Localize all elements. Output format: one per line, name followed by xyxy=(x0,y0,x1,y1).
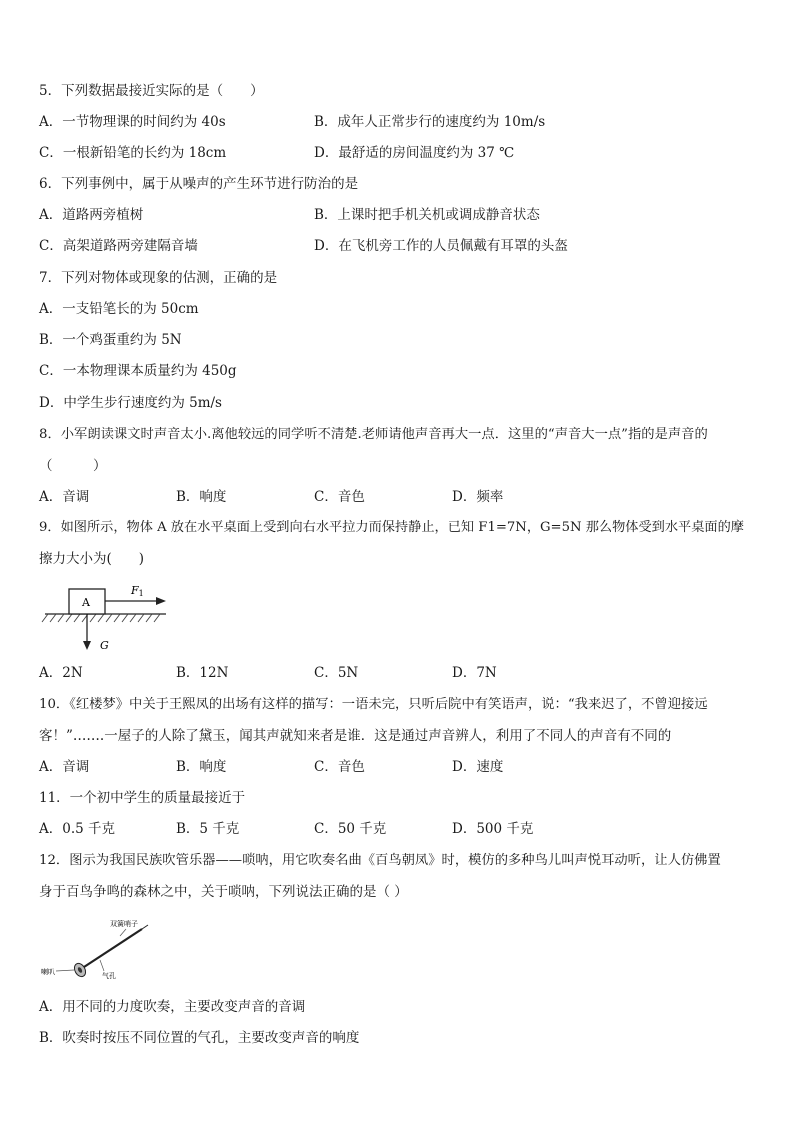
q12-option-b[interactable]: B．吹奏时按压不同位置的气孔，主要改变声音的响度 xyxy=(39,1030,360,1046)
q6-option-c[interactable]: C．高架道路两旁建隔音墙 xyxy=(39,238,198,254)
q10-stem-line1: 10．《红楼梦》中关于王熙凤的出场有这样的描写：一语未完，只听后院中有笑语声，说：“我来迟了，不曾迎接远 xyxy=(39,697,708,712)
q12-stem-line1: 12．图示为我国民族吹管乐器——唢呐，用它吹奏名曲《百鸟朝凤》时，模仿的多种鸟儿叫声悦耳动听，让人仿佛置 xyxy=(39,853,721,868)
q7-option-a[interactable]: A．一支铅笔长的为 50cm xyxy=(39,301,199,317)
q8-option-d[interactable]: D．频率 xyxy=(452,489,504,505)
suona-figure xyxy=(38,915,160,983)
q8-option-b[interactable]: B．响度 xyxy=(176,489,227,505)
q7-stem: 7．下列对物体或现象的估测，正确的是 xyxy=(39,270,278,286)
force-f1-label: F1 xyxy=(131,584,144,598)
q11-option-b[interactable]: B．5 千克 xyxy=(176,821,240,837)
q7-option-d[interactable]: D．中学生步行速度约为 5m/s xyxy=(39,395,222,411)
q9-option-d[interactable]: D．7N xyxy=(452,665,497,681)
q5-option-c[interactable]: C．一根新铅笔的长约为 18cm xyxy=(39,145,227,161)
q8-option-a[interactable]: A．音调 xyxy=(39,489,90,505)
force-f1-arrow xyxy=(105,597,166,605)
q5-option-d[interactable]: D．最舒适的房间温度约为 37 ℃ xyxy=(314,145,515,161)
q10-option-a[interactable]: A．音调 xyxy=(39,759,90,775)
q8-stem-line2: （ ） xyxy=(39,458,107,474)
q6-option-d[interactable]: D．在飞机旁工作的人员佩戴有耳罩的头盔 xyxy=(314,238,568,254)
block-label: A xyxy=(82,596,90,609)
suona-instrument xyxy=(72,925,148,979)
q8-stem-line1: 8．小军朗读课文时声音太小.离他较远的同学听不清楚.老师请他声音再大一点．这里的“声音大一点”指的是声音的 xyxy=(39,427,708,442)
q11-option-d[interactable]: D．500 千克 xyxy=(452,821,534,837)
q7-option-b[interactable]: B．一个鸡蛋重约为 5N xyxy=(39,332,182,348)
q10-option-b[interactable]: B．响度 xyxy=(176,759,227,775)
q9-option-a[interactable]: A．2N xyxy=(39,665,83,681)
q10-option-d[interactable]: D．速度 xyxy=(452,759,504,775)
q9-stem-line2: 擦力大小为( ) xyxy=(39,551,145,567)
q12-option-a[interactable]: A．用不同的力度吹奏，主要改变声音的音调 xyxy=(39,999,306,1015)
bell-label-line xyxy=(56,970,74,971)
reed-label: 双簧哨子 xyxy=(110,920,138,928)
q5-stem: 5．下列数据最接近实际的是（ ） xyxy=(39,83,264,99)
q11-option-c[interactable]: C．50 千克 xyxy=(314,821,387,837)
q7-option-c[interactable]: C．一本物理课本质量约为 450g xyxy=(39,363,237,379)
q12-stem-line2: 身于百鸟争鸣的森林之中，关于唢呐，下列说法正确的是（ ） xyxy=(39,884,408,900)
q10-stem-line2: 客！”…….一屋子的人除了黛玉，闻其声就知来者是谁．这是通过声音辨人，利用了不同人的声音有不同的 xyxy=(39,728,672,744)
q6-option-a[interactable]: A．道路两旁植树 xyxy=(39,207,144,223)
q11-stem: 11．一个初中学生的质量最接近于 xyxy=(39,790,246,806)
q6-option-b[interactable]: B．上课时把手机关机或调成静音状态 xyxy=(314,207,540,223)
q5-option-b[interactable]: B．成年人正常步行的速度约为 10m/s xyxy=(314,114,546,130)
q10-option-c[interactable]: C．音色 xyxy=(314,759,365,775)
q9-option-b[interactable]: B．12N xyxy=(176,665,229,681)
q9-option-c[interactable]: C．5N xyxy=(314,665,359,681)
table-surface xyxy=(42,614,166,622)
q6-stem: 6．下列事例中，属于从噪声的产生环节进行防治的是 xyxy=(39,176,359,192)
q11-option-a[interactable]: A．0.5 千克 xyxy=(39,821,116,837)
hole-label: 气孔 xyxy=(102,972,116,980)
gravity-label: G xyxy=(100,639,109,652)
q9-stem-line1: 9．如图所示，物体 A 放在水平桌面上受到向右水平拉力而保持静止，已知 F1=7N，G=5N 那么物体受到水平桌面的摩 xyxy=(39,520,744,535)
q5-option-a[interactable]: A．一节物理课的时间约为 40s xyxy=(39,114,226,130)
hole-label-line xyxy=(100,960,104,971)
reed-label-line xyxy=(120,929,126,936)
bell-label: 喇叭 xyxy=(41,968,55,976)
force-diagram xyxy=(40,578,170,656)
q8-option-c[interactable]: C．音色 xyxy=(314,489,365,505)
